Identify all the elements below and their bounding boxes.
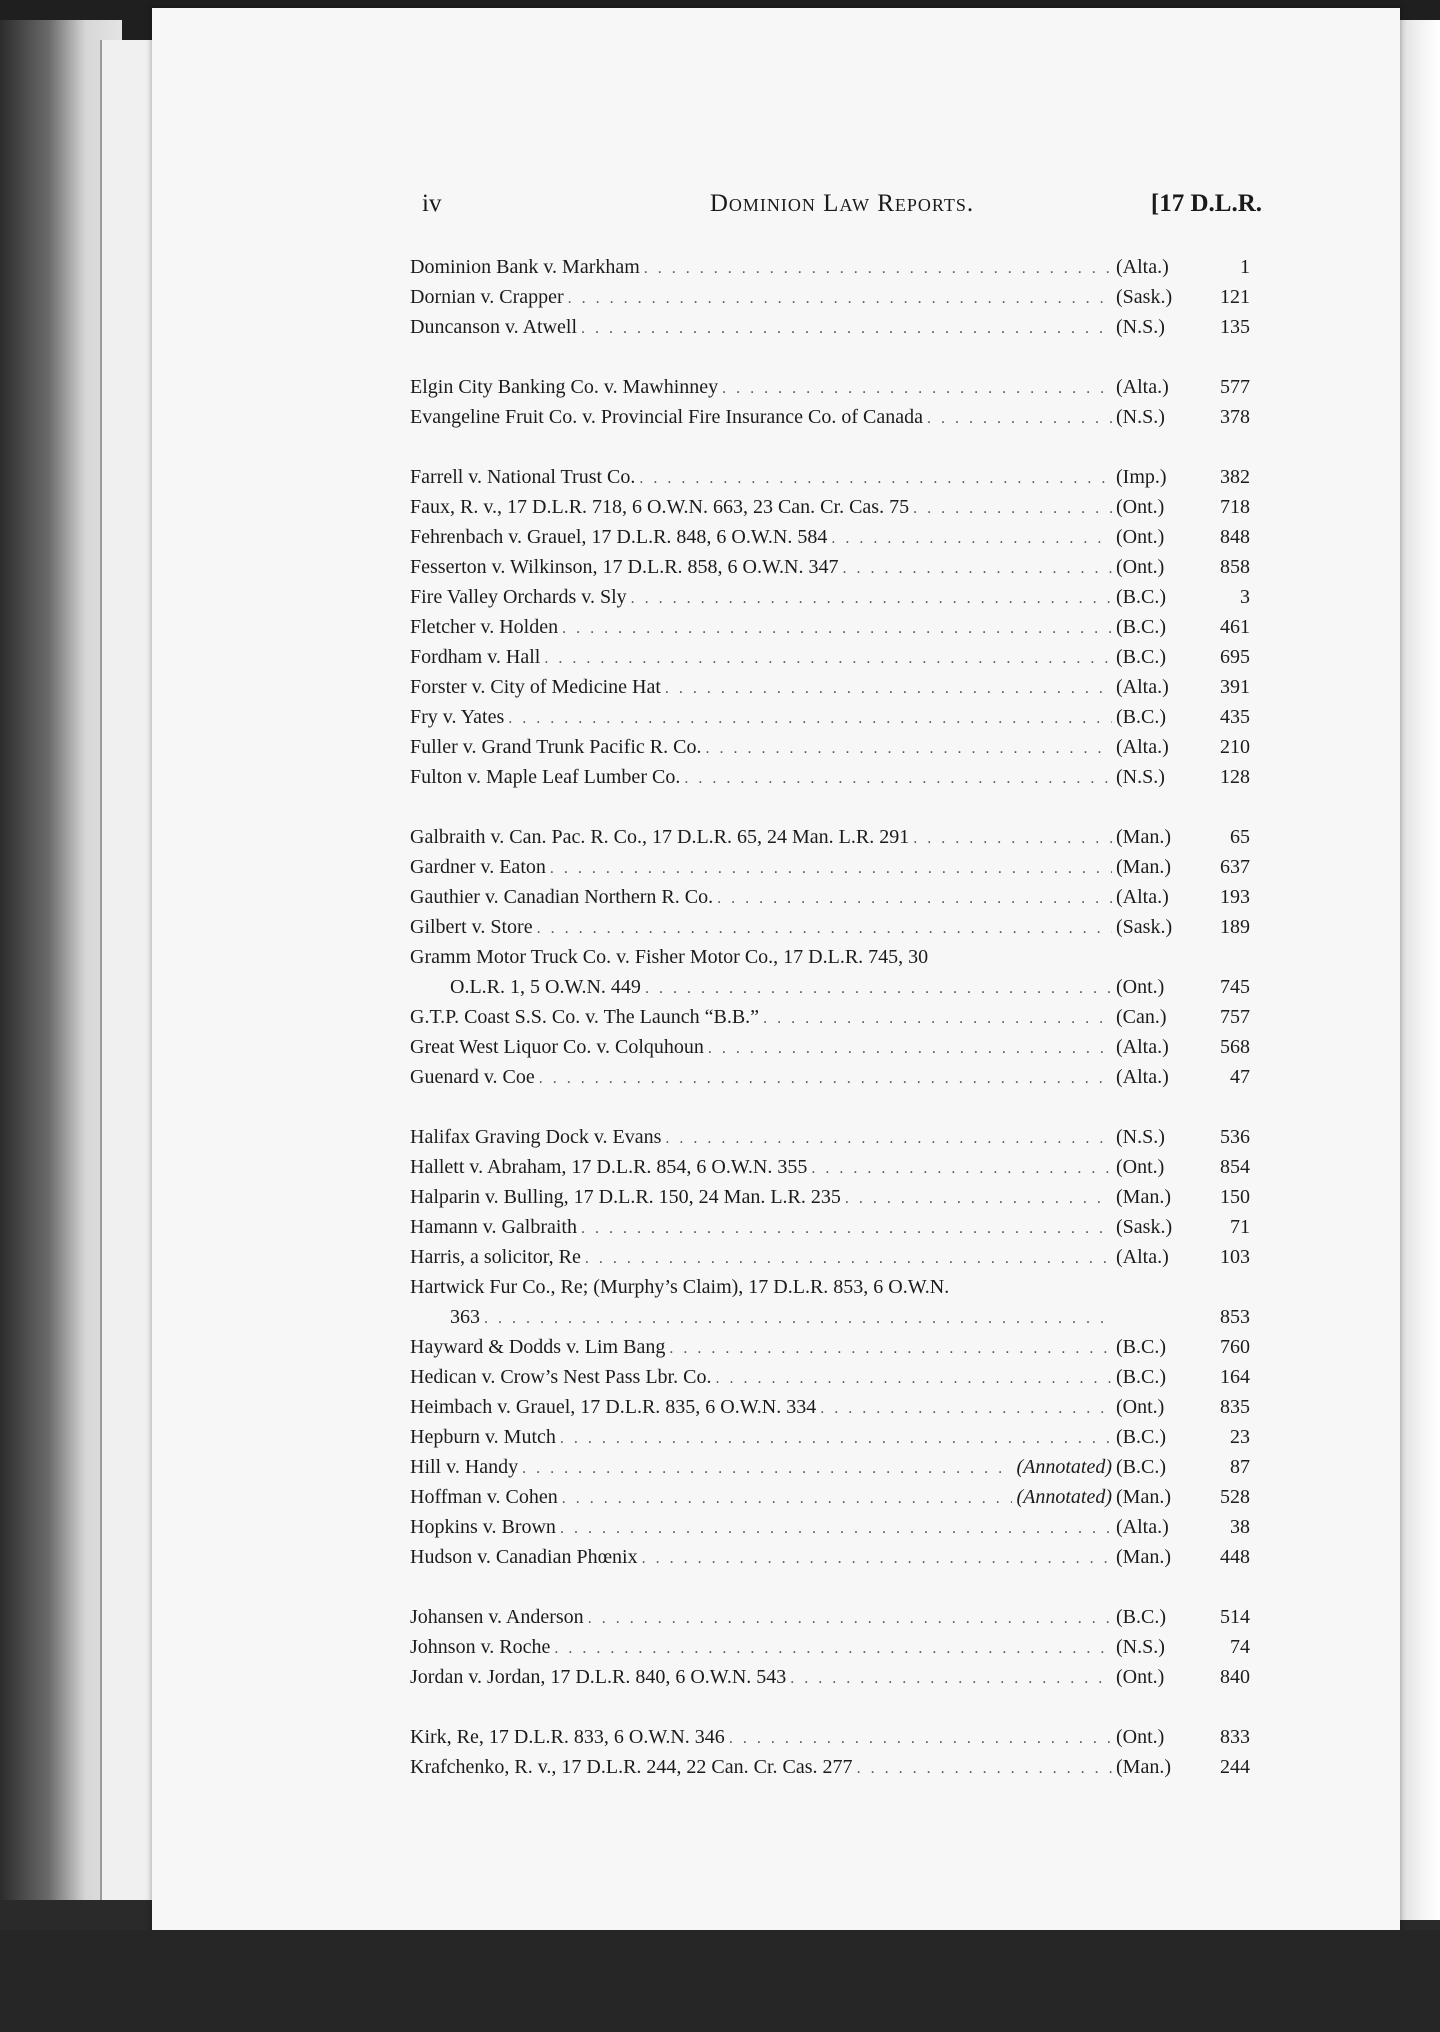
dot-leader: [537, 914, 1112, 944]
court-abbreviation: (Alta.): [1116, 886, 1169, 908]
previous-page-edge: [100, 40, 154, 1900]
dot-leader: [560, 1514, 1112, 1544]
case-name: Fulton v. Maple Leaf Lumber Co.: [410, 766, 681, 788]
page-reference: 150: [1220, 1186, 1250, 1208]
dot-leader: [631, 584, 1112, 614]
court-abbreviation: (B.C.): [1116, 1336, 1166, 1358]
page-reference: 568: [1220, 1036, 1250, 1058]
case-entry: [410, 672, 1250, 702]
case-entry: [410, 582, 1250, 612]
dot-leader: [763, 1004, 1112, 1034]
court-abbreviation: (Alta.): [1116, 736, 1169, 758]
court-abbreviation: (Sask.): [1116, 916, 1173, 938]
case-entry: [410, 372, 1250, 402]
dot-leader: [820, 1394, 1112, 1424]
page-reference: 121: [1220, 286, 1250, 308]
page-reference: 74: [1230, 1636, 1250, 1658]
case-name: Great West Liquor Co. v. Colquhoun: [410, 1036, 704, 1058]
case-name: Halifax Graving Dock v. Evans: [410, 1126, 662, 1148]
page-reference: 378: [1220, 406, 1250, 428]
dot-leader: [484, 1304, 1112, 1334]
page-reference: 840: [1220, 1666, 1250, 1688]
case-entry: [410, 1212, 1250, 1242]
case-entry: [410, 762, 1250, 792]
dot-leader: [581, 1214, 1112, 1244]
dot-leader: [811, 1154, 1112, 1184]
case-entry: [410, 942, 1250, 1002]
case-name: Fesserton v. Wilkinson, 17 D.L.R. 858, 6 O.W.N. 347: [410, 556, 839, 578]
case-entry: [410, 1242, 1250, 1272]
court-abbreviation: (B.C.): [1116, 1606, 1166, 1628]
case-entry: [410, 1662, 1250, 1692]
page-reference: 577: [1220, 376, 1250, 398]
page-reference: 718: [1220, 496, 1250, 518]
case-name: 363: [450, 1306, 480, 1328]
case-name: Hedican v. Crow’s Nest Pass Lbr. Co.: [410, 1366, 712, 1388]
dot-leader: [729, 1724, 1112, 1754]
dot-leader: [669, 1334, 1112, 1364]
court-abbreviation: (Alta.): [1116, 376, 1169, 398]
page-reference: 391: [1220, 676, 1250, 698]
dot-leader: [684, 764, 1112, 794]
court-abbreviation: (Man.): [1116, 826, 1171, 848]
dot-leader: [522, 1454, 1012, 1484]
court-abbreviation: (B.C.): [1116, 1456, 1166, 1478]
case-name: Fire Valley Orchards v. Sly: [410, 586, 627, 608]
case-name: Duncanson v. Atwell: [410, 316, 578, 338]
page-reference: 835: [1220, 1396, 1250, 1418]
case-name: Farrell v. National Trust Co.: [410, 466, 636, 488]
court-abbreviation: (Alta.): [1116, 1036, 1169, 1058]
case-entry: [410, 1482, 1250, 1512]
case-entry: [410, 1542, 1250, 1572]
court-abbreviation: (N.S.): [1116, 766, 1165, 788]
page-reference: 745: [1220, 976, 1250, 998]
case-entry: [410, 552, 1250, 582]
court-abbreviation: (Sask.): [1116, 1216, 1173, 1238]
dot-leader: [560, 1424, 1112, 1454]
case-entry: [410, 1452, 1250, 1482]
dot-leader: [645, 974, 1112, 1004]
dot-leader: [831, 524, 1112, 554]
page-reference: 128: [1220, 766, 1250, 788]
case-entry: [410, 522, 1250, 552]
case-name: Hoffman v. Cohen: [410, 1486, 558, 1508]
case-name-first-line: Gramm Motor Truck Co. v. Fisher Motor Co., 17 D.L.R. 745, 30: [410, 946, 929, 968]
case-name-first-line: Hartwick Fur Co., Re; (Murphy’s Claim), 17 D.L.R. 853, 6 O.W.N.: [410, 1276, 950, 1298]
dot-leader: [581, 314, 1112, 344]
court-abbreviation: (Ont.): [1116, 1396, 1165, 1418]
dot-leader: [790, 1664, 1112, 1694]
page-reference: 193: [1220, 886, 1250, 908]
case-entry: [410, 732, 1250, 762]
page-reference: 637: [1220, 856, 1250, 878]
court-abbreviation: (Imp.): [1116, 466, 1167, 488]
case-entry: [410, 1602, 1250, 1632]
case-name: Elgin City Banking Co. v. Mawhinney: [410, 376, 719, 398]
court-abbreviation: (Ont.): [1116, 976, 1165, 998]
page-reference: 528: [1220, 1486, 1250, 1508]
page-reference: 244: [1220, 1756, 1250, 1778]
court-abbreviation: (B.C.): [1116, 1426, 1166, 1448]
case-name: Hallett v. Abraham, 17 D.L.R. 854, 6 O.W.N. 355: [410, 1156, 808, 1178]
case-name: Forster v. City of Medicine Hat: [410, 676, 661, 698]
case-name: Dominion Bank v. Markham: [410, 256, 640, 278]
case-name: Gardner v. Eaton: [410, 856, 546, 878]
page-reference: 47: [1230, 1066, 1250, 1088]
dot-leader: [715, 1364, 1112, 1394]
page-reference: 382: [1220, 466, 1250, 488]
case-name: Gauthier v. Canadian Northern R. Co.: [410, 886, 714, 908]
dot-leader: [927, 404, 1112, 434]
case-entry: [410, 462, 1250, 492]
case-entry: [410, 1002, 1250, 1032]
court-abbreviation: (B.C.): [1116, 1366, 1166, 1388]
page-number: iv: [422, 190, 442, 217]
running-title: Dominion Law Reports.: [709, 190, 975, 217]
case-entry: [410, 282, 1250, 312]
page-reference: 435: [1220, 706, 1250, 728]
case-name: Harris, a solicitor, Re: [410, 1246, 581, 1268]
case-entry: [410, 822, 1250, 852]
case-entry: [410, 1332, 1250, 1362]
page-reference: 189: [1220, 916, 1250, 938]
case-name: Hepburn v. Mutch: [410, 1426, 556, 1448]
case-name: Heimbach v. Grauel, 17 D.L.R. 835, 6 O.W.N. 334: [410, 1396, 817, 1418]
case-name: G.T.P. Coast S.S. Co. v. The Launch “B.B.”: [410, 1006, 760, 1028]
court-abbreviation: (Alta.): [1116, 1516, 1169, 1538]
court-abbreviation: (N.S.): [1116, 1126, 1165, 1148]
page-reference: 461: [1220, 616, 1250, 638]
dot-leader: [568, 284, 1112, 314]
page-reference: 1: [1240, 256, 1250, 278]
case-entry: [410, 402, 1250, 432]
case-entry: [410, 1362, 1250, 1392]
page-reference: 23: [1230, 1426, 1250, 1448]
court-abbreviation: (B.C.): [1116, 616, 1166, 638]
page-reference: 71: [1230, 1216, 1250, 1238]
case-name: Halparin v. Bulling, 17 D.L.R. 150, 24 Man. L.R. 235: [410, 1186, 841, 1208]
case-name: Fuller v. Grand Trunk Pacific R. Co.: [410, 736, 702, 758]
case-entry: [410, 1392, 1250, 1422]
case-name: Johnson v. Roche: [410, 1636, 551, 1658]
case-name: Hudson v. Canadian Phœnix: [410, 1546, 638, 1568]
case-entry: [410, 642, 1250, 672]
court-abbreviation: (N.S.): [1116, 316, 1165, 338]
court-abbreviation: (Alta.): [1116, 1066, 1169, 1088]
page-reference: 38: [1230, 1516, 1250, 1538]
case-name: Dornian v. Crapper: [410, 286, 564, 308]
dot-leader: [717, 884, 1112, 914]
page-reference: 760: [1220, 1336, 1250, 1358]
case-entry: [410, 912, 1250, 942]
dot-leader: [508, 704, 1112, 734]
right-page-edge: [1395, 20, 1440, 1920]
court-abbreviation: (Man.): [1116, 1756, 1171, 1778]
case-name: Gilbert v. Store: [410, 916, 533, 938]
case-name: Krafchenko, R. v., 17 D.L.R. 244, 22 Can. Cr. Cas. 277: [410, 1756, 853, 1778]
court-abbreviation: (Ont.): [1116, 1156, 1165, 1178]
page-reference: 514: [1220, 1606, 1250, 1628]
case-entry: [410, 1182, 1250, 1212]
dot-leader: [554, 1634, 1112, 1664]
court-abbreviation: (N.S.): [1116, 1636, 1165, 1658]
running-header: [422, 190, 1262, 230]
court-abbreviation: (Ont.): [1116, 526, 1165, 548]
dot-leader: [705, 734, 1112, 764]
case-entry: [410, 1152, 1250, 1182]
dot-leader: [845, 1184, 1112, 1214]
court-abbreviation: (Alta.): [1116, 676, 1169, 698]
court-abbreviation: (Ont.): [1116, 1666, 1165, 1688]
case-entry: [410, 1752, 1250, 1782]
page-reference: 858: [1220, 556, 1250, 578]
case-entry: [410, 1632, 1250, 1662]
case-entry: [410, 312, 1250, 342]
case-name: Fordham v. Hall: [410, 646, 541, 668]
volume-reference: [17 D.L.R.: [1150, 190, 1262, 217]
court-abbreviation: (Man.): [1116, 1186, 1171, 1208]
page-reference: 536: [1220, 1126, 1250, 1148]
dot-leader: [913, 824, 1112, 854]
case-name: Galbraith v. Can. Pac. R. Co., 17 D.L.R. 65, 24 Man. L.R. 291: [410, 826, 910, 848]
case-entry: [410, 1032, 1250, 1062]
case-entry: [410, 1722, 1250, 1752]
page-reference: 65: [1230, 826, 1250, 848]
case-entry: [410, 252, 1250, 282]
dot-leader: [642, 1544, 1112, 1574]
case-name: Hill v. Handy: [410, 1456, 519, 1478]
case-name: Hamann v. Galbraith: [410, 1216, 577, 1238]
page-reference: 448: [1220, 1546, 1250, 1568]
court-abbreviation: (B.C.): [1116, 646, 1166, 668]
case-name: O.L.R. 1, 5 O.W.N. 449: [450, 976, 641, 998]
dot-leader: [644, 254, 1112, 284]
dot-leader: [588, 1604, 1112, 1634]
court-abbreviation: (Ont.): [1116, 496, 1165, 518]
page-reference: 103: [1220, 1246, 1250, 1268]
page-reference: 87: [1230, 1456, 1250, 1478]
page-reference: 210: [1220, 736, 1250, 758]
court-abbreviation: (Ont.): [1116, 1726, 1165, 1748]
case-name: Kirk, Re, 17 D.L.R. 833, 6 O.W.N. 346: [410, 1726, 725, 1748]
court-abbreviation: (Sask.): [1116, 286, 1173, 308]
court-abbreviation: (Man.): [1116, 1486, 1171, 1508]
scan-background-bottom: [0, 1930, 1440, 2032]
case-name: Faux, R. v., 17 D.L.R. 718, 6 O.W.N. 663, 23 Can. Cr. Cas. 75: [410, 496, 910, 518]
court-abbreviation: (Alta.): [1116, 1246, 1169, 1268]
case-entry: [410, 612, 1250, 642]
case-entry: [410, 852, 1250, 882]
dot-leader: [722, 374, 1112, 404]
dot-leader: [913, 494, 1112, 524]
case-name: Hopkins v. Brown: [410, 1516, 556, 1538]
court-abbreviation: (Alta.): [1116, 256, 1169, 278]
court-abbreviation: (B.C.): [1116, 706, 1166, 728]
dot-leader: [665, 1124, 1112, 1154]
court-abbreviation: (Man.): [1116, 856, 1171, 878]
page-reference: 848: [1220, 526, 1250, 548]
page-reference: 135: [1220, 316, 1250, 338]
case-name: Fletcher v. Holden: [410, 616, 559, 638]
court-abbreviation: (Man.): [1116, 1546, 1171, 1568]
dot-leader: [539, 1064, 1112, 1094]
court-abbreviation: (N.S.): [1116, 406, 1165, 428]
dot-leader: [665, 674, 1112, 704]
case-name: Guenard v. Coe: [410, 1066, 535, 1088]
court-abbreviation: (B.C.): [1116, 586, 1166, 608]
page-reference: 695: [1220, 646, 1250, 668]
case-entry: [410, 882, 1250, 912]
dot-leader: [857, 1754, 1112, 1784]
case-entry: [410, 1062, 1250, 1092]
annotated-note: (Annotated): [1016, 1456, 1112, 1478]
case-entry: [410, 1272, 1250, 1332]
page-reference: 833: [1220, 1726, 1250, 1748]
dot-leader: [562, 614, 1112, 644]
case-name: Evangeline Fruit Co. v. Provincial Fire Insurance Co. of Canada: [410, 406, 924, 428]
page-reference: 853: [1220, 1306, 1250, 1328]
case-name: Fry v. Yates: [410, 706, 505, 728]
table-of-cases: [410, 252, 1250, 1782]
dot-leader: [842, 554, 1112, 584]
page-reference: 854: [1220, 1156, 1250, 1178]
case-entry: [410, 492, 1250, 522]
court-abbreviation: (Can.): [1116, 1006, 1167, 1028]
case-entry: [410, 702, 1250, 732]
case-name: Hayward & Dodds v. Lim Bang: [410, 1336, 666, 1358]
case-entry: [410, 1422, 1250, 1452]
dot-leader: [708, 1034, 1112, 1064]
dot-leader: [585, 1244, 1112, 1274]
dot-leader: [544, 644, 1112, 674]
case-name: Jordan v. Jordan, 17 D.L.R. 840, 6 O.W.N. 543: [410, 1666, 787, 1688]
dot-leader: [562, 1484, 1013, 1514]
page-reference: 757: [1220, 1006, 1250, 1028]
case-entry: [410, 1122, 1250, 1152]
page-reference: 3: [1240, 586, 1250, 608]
case-name: Johansen v. Anderson: [410, 1606, 584, 1628]
dot-leader: [639, 464, 1112, 494]
court-abbreviation: (Ont.): [1116, 556, 1165, 578]
annotated-note: (Annotated): [1016, 1486, 1112, 1508]
case-entry: [410, 1512, 1250, 1542]
dot-leader: [550, 854, 1112, 884]
case-name: Fehrenbach v. Grauel, 17 D.L.R. 848, 6 O.W.N. 584: [410, 526, 828, 548]
page-reference: 164: [1220, 1366, 1250, 1388]
